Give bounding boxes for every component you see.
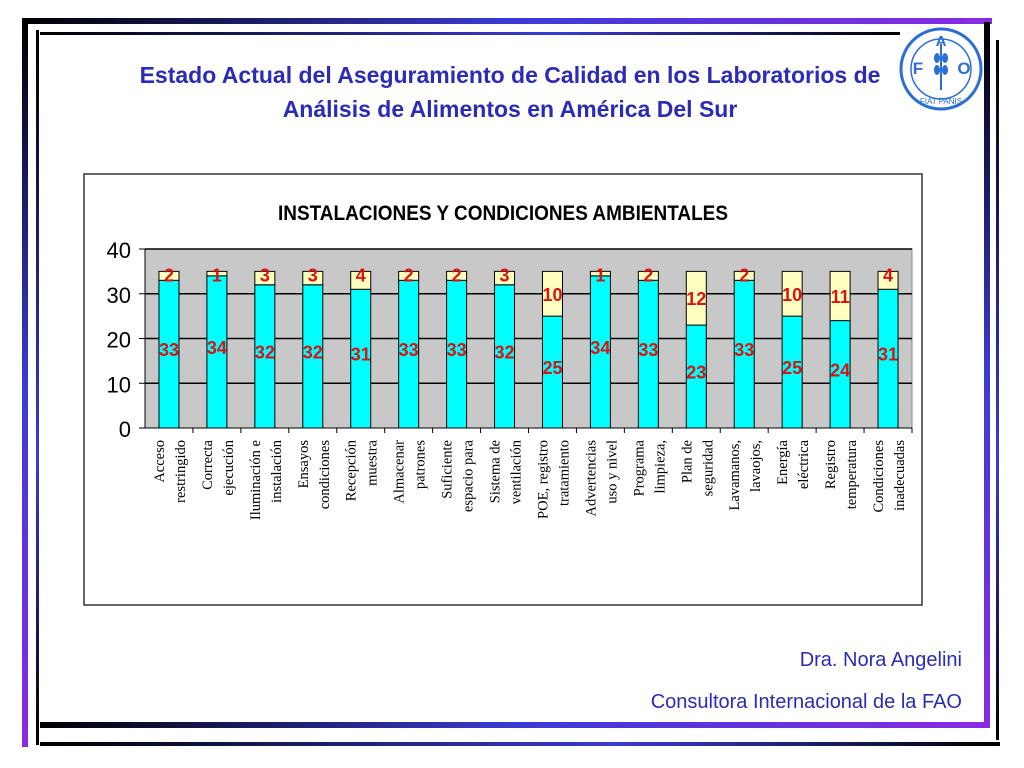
- data-label-bottom: 34: [590, 337, 611, 358]
- x-category-label: uso y nivel: [604, 440, 621, 504]
- data-label-bottom: 33: [398, 340, 419, 361]
- x-category-label: instalación: [268, 440, 285, 503]
- x-category-label: Almacenar: [391, 440, 408, 504]
- x-category-label: eléctrica: [796, 440, 813, 490]
- y-tick-label: 10: [106, 372, 131, 398]
- x-category-label: ventilación: [508, 440, 525, 505]
- x-category-label: temperatura: [844, 440, 861, 510]
- data-label-bottom: 24: [830, 360, 851, 381]
- data-label-top: 2: [163, 265, 174, 286]
- x-category-label: Energía: [775, 440, 792, 485]
- logo-letter-a: A: [935, 33, 947, 50]
- x-category-label: muestra: [364, 440, 381, 486]
- data-label-bottom: 32: [494, 342, 515, 363]
- data-label-bottom: 33: [446, 340, 467, 361]
- x-category-label: POE, registro: [535, 440, 552, 519]
- x-category-label: tratamiento: [556, 440, 573, 507]
- logo-letter-f: F: [912, 59, 924, 78]
- data-label-bottom: 33: [158, 340, 179, 361]
- x-category-label: condiciones: [316, 440, 333, 510]
- data-label-bottom: 31: [350, 344, 371, 365]
- x-category-label: Advertencias: [583, 440, 600, 517]
- data-label-top: 3: [259, 265, 270, 286]
- x-category-label: Plan de: [679, 440, 696, 484]
- x-category-label: patrones: [412, 440, 429, 490]
- x-category-label: Lavamanos,: [727, 440, 744, 511]
- x-category-label: Recepción: [343, 440, 360, 502]
- y-tick-label: 20: [106, 327, 131, 353]
- x-category-label: Correcta: [199, 440, 216, 490]
- data-label-top: 2: [403, 265, 414, 286]
- data-label-bottom: 25: [542, 358, 563, 379]
- x-category-label: Registro: [823, 440, 840, 490]
- logo-motto: FIAT PANIS: [919, 97, 963, 106]
- y-tick-label: 0: [118, 417, 131, 442]
- data-label-top: 3: [307, 265, 318, 286]
- author-role: Consultora Internacional de la FAO: [650, 691, 962, 713]
- x-category-label: ejecución: [220, 440, 237, 496]
- data-label-top: 2: [451, 265, 462, 286]
- x-category-label: Sistema de: [487, 440, 504, 504]
- data-label-bottom: 31: [878, 344, 899, 365]
- x-category-label: Ensayos: [295, 440, 312, 489]
- data-label-bottom: 33: [734, 340, 755, 361]
- logo-letter-o: O: [957, 59, 971, 78]
- data-label-top: 11: [830, 286, 850, 307]
- data-label-top: 4: [883, 265, 894, 286]
- data-label-top: 4: [355, 265, 366, 286]
- data-label-top: 10: [542, 284, 563, 305]
- data-label-bottom: 32: [254, 342, 275, 363]
- x-category-label: seguridad: [700, 440, 717, 497]
- data-label-top: 2: [643, 265, 654, 286]
- x-category-label: inadecuadas: [892, 440, 909, 511]
- data-label-top: 10: [782, 284, 803, 305]
- y-tick-label: 30: [106, 282, 131, 308]
- data-label-bottom: 25: [782, 358, 803, 379]
- x-category-label: Acceso: [151, 440, 168, 483]
- data-label-top: 3: [499, 265, 510, 286]
- x-category-label: Iluminación e: [247, 440, 264, 521]
- x-category-label: Programa: [631, 440, 648, 497]
- data-label-top: 2: [739, 265, 750, 286]
- x-category-label: limpieza,: [652, 440, 669, 494]
- author-name: Dra. Nora Angelini: [799, 649, 962, 671]
- x-category-label: espacio para: [460, 440, 477, 513]
- chart-title: INSTALACIONES Y CONDICIONES AMBIENTALES: [278, 202, 728, 225]
- data-label-top: 1: [595, 265, 606, 286]
- data-label-bottom: 34: [206, 337, 227, 358]
- data-label-top: 12: [686, 289, 707, 310]
- x-category-label: restringido: [172, 440, 189, 503]
- x-category-label: lavaojos,: [748, 440, 765, 492]
- data-label-top: 1: [211, 265, 222, 286]
- y-tick-label: 40: [106, 238, 131, 263]
- data-label-bottom: 23: [686, 362, 707, 383]
- x-category-label: Condiciones: [871, 440, 888, 513]
- data-label-bottom: 33: [638, 340, 659, 361]
- data-label-bottom: 32: [302, 342, 323, 363]
- slide-title: Estado Actual del Aseguramiento de Calidad en los Laboratorios de Análisis de Alimentos en América Del Sur: [139, 62, 881, 122]
- x-category-label: Suficiente: [439, 440, 456, 499]
